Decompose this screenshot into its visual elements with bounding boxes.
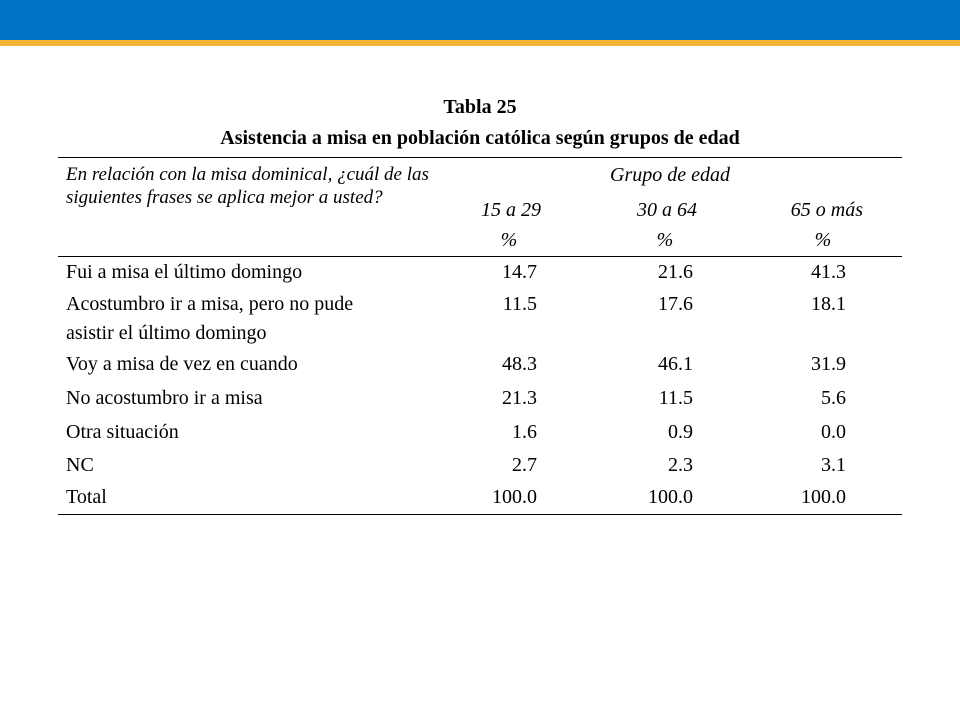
table-cell: 100.0 — [801, 486, 846, 508]
table-bottom-rule — [58, 514, 902, 515]
column-unit-15-29: % — [500, 229, 518, 251]
table-header-rule — [58, 256, 902, 257]
table-cell: 18.1 — [811, 293, 846, 315]
table-cell: 0.9 — [668, 421, 693, 443]
table-cell: 21.6 — [658, 261, 693, 283]
table-cell: 46.1 — [658, 353, 693, 375]
table-cell: 0.0 — [821, 421, 846, 443]
table-cell: 21.3 — [502, 387, 537, 409]
row-label-de-vez-en-cuando: Voy a misa de vez en cuando — [66, 353, 298, 375]
table-top-rule — [58, 157, 902, 158]
table-title: Tabla 25 — [443, 96, 517, 118]
table-cell: 11.5 — [502, 293, 537, 315]
table-cell: 3.1 — [821, 454, 846, 476]
column-header-15-29: 15 a 29 — [481, 199, 541, 221]
header-bar — [0, 0, 960, 40]
group-label: Grupo de edad — [610, 164, 730, 186]
question-text: En relación con la misa dominical, ¿cuál de las siguientes frases se aplica mejor a usted? — [66, 164, 429, 208]
table-cell: 100.0 — [648, 486, 693, 508]
table-cell: 17.6 — [658, 293, 693, 315]
table-cell: 31.9 — [811, 353, 846, 375]
row-label-acostumbro-no-pude: Acostumbro ir a misa, pero no pude asistir el último domingo — [66, 293, 354, 344]
column-unit-65-mas: % — [814, 229, 832, 251]
table-cell: 2.7 — [512, 454, 537, 476]
row-label-otra-situacion: Otra situación — [66, 421, 179, 443]
table-cell: 5.6 — [821, 387, 846, 409]
table-cell: 11.5 — [658, 387, 693, 409]
row-label-total: Total — [66, 486, 107, 508]
row-label-nc: NC — [66, 454, 94, 476]
column-header-30-64: 30 a 64 — [637, 199, 697, 221]
table-cell: 41.3 — [811, 261, 846, 283]
row-label-no-acostumbro: No acostumbro ir a misa — [66, 387, 263, 409]
header-accent-stripe — [0, 40, 960, 46]
table-cell: 14.7 — [502, 261, 537, 283]
table-cell: 1.6 — [512, 421, 537, 443]
table-cell: 100.0 — [492, 486, 537, 508]
row-label-fui-a-misa: Fui a misa el último domingo — [66, 261, 303, 283]
column-unit-30-64: % — [656, 229, 674, 251]
table-cell: 2.3 — [668, 454, 693, 476]
column-header-65-mas: 65 o más — [790, 199, 863, 221]
table-cell: 48.3 — [502, 353, 537, 375]
table-subtitle: Asistencia a misa en población católica según grupos de edad — [220, 127, 740, 149]
